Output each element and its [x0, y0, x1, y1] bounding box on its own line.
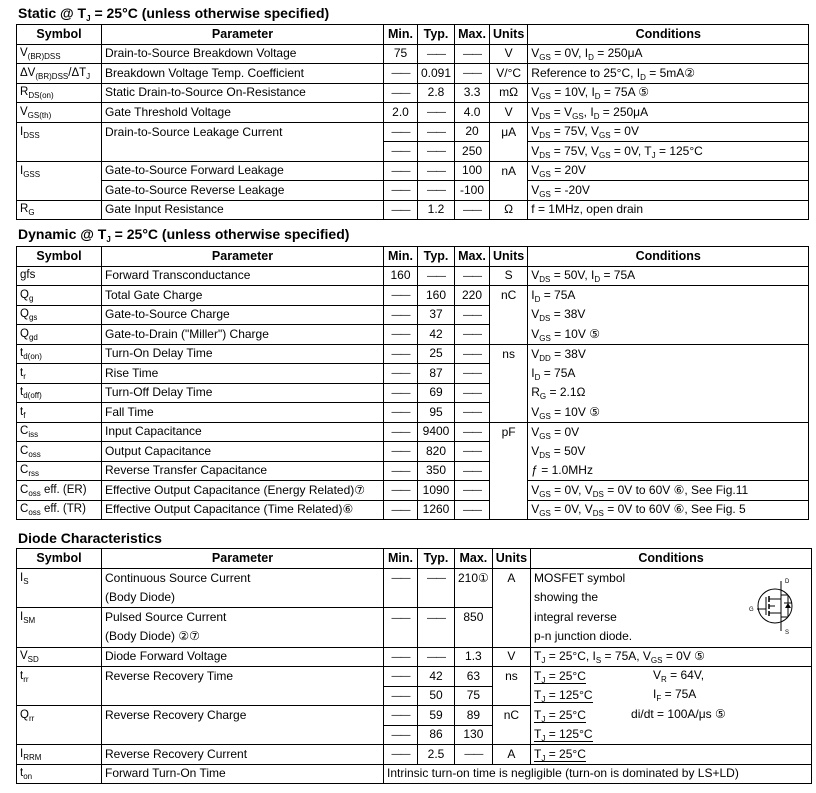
diode-table — [16, 548, 812, 784]
parameter-cell: Reverse Transfer Capacitance — [102, 461, 384, 481]
parameter-cell: Static Drain-to-Source On-Resistance — [102, 83, 384, 103]
max-cell — [455, 745, 493, 765]
max-cell — [455, 364, 490, 384]
conditions-cell: $R_G = 2.1\Omega$ — [528, 383, 809, 403]
parameter-cell: Continuous Source Current — [102, 568, 384, 588]
typ-cell — [418, 161, 455, 181]
table-row — [17, 461, 809, 481]
max-cell — [455, 200, 490, 220]
unit-cell: nC — [492, 706, 530, 726]
table-row — [17, 325, 809, 345]
unit-cell: Ω — [490, 200, 528, 220]
parameter-cell: Gate-to-Source Charge — [102, 305, 384, 325]
table-row — [17, 83, 809, 103]
conditions-cell: ƒ = 1.0MHz — [528, 461, 809, 481]
table-row — [17, 764, 812, 784]
table-row — [17, 481, 809, 501]
max-cell: 210① — [455, 568, 493, 588]
conditions-cell: $V_{DS} = 75V$, $V_{GS} = 0V$ — [528, 122, 809, 142]
header-parameter: Parameter — [102, 247, 384, 267]
parameter-cell: Total Gate Charge — [102, 286, 384, 306]
parameter-cell: Effective Output Capacitance (Energy Related)⑦ — [102, 481, 384, 501]
max-cell: 89 — [455, 706, 493, 726]
conditions-cell: $V_{GS} = 10V$ ⑤ — [528, 403, 809, 423]
max-cell: 1.3 — [455, 647, 493, 667]
parameter-cell: (Body Diode) ②⑦ — [102, 627, 384, 647]
table-row — [17, 161, 809, 181]
max-cell: 100 — [455, 161, 490, 181]
table-row — [17, 745, 812, 765]
header-min: Min. — [384, 25, 418, 45]
max-cell — [455, 266, 490, 286]
typ-cell: 2.5 — [418, 745, 455, 765]
conditions-cell: $V_{GS} = 0V$, $V_{DS} = 0V$ to 60V ⑥, See Fig.11 — [528, 481, 809, 501]
typ-cell: 37 — [418, 305, 455, 325]
conditions-cell: Intrinsic turn-on time is negligible (turn-on is dominated by LS+LD) — [384, 764, 812, 784]
parameter-cell: Turn-On Delay Time — [102, 344, 384, 364]
header-symbol: Symbol — [17, 247, 102, 267]
dynamic-section-title: Dynamic @ $T_J = 25^\circ C$ (unless otherwise specified) — [18, 226, 350, 244]
max-cell — [455, 481, 490, 501]
unit-cell: nA — [490, 161, 528, 181]
unit-cell: V/°C — [490, 64, 528, 84]
max-cell: 75 — [455, 686, 493, 706]
typ-cell: 350 — [418, 461, 455, 481]
unit-cell: pF — [490, 422, 528, 442]
header-typ: Typ. — [418, 247, 455, 267]
symbol-cell: $C_{oss}$ eff. (ER) — [17, 481, 102, 501]
typ-cell: 160 — [418, 286, 455, 306]
min-cell — [384, 83, 418, 103]
table-row — [17, 142, 809, 162]
table-row — [17, 181, 809, 201]
table-row — [17, 500, 809, 520]
symbol-cell: $Q_g$ — [17, 286, 102, 306]
header-max: Max. — [455, 549, 493, 569]
table-row — [17, 706, 812, 726]
parameter-cell: Reverse Recovery Time — [102, 667, 384, 687]
symbol-cell: $t_{d(off)}$ — [17, 383, 102, 403]
min-cell — [384, 181, 418, 201]
unit-cell: ns — [492, 667, 530, 687]
min-cell: 2.0 — [384, 103, 418, 123]
max-cell: -100 — [455, 181, 490, 201]
min-cell — [384, 122, 418, 142]
symbol-cell: $\Delta V_{(BR)DSS}/\Delta T_J$ — [17, 64, 102, 84]
symbol-cell: $R_G$ — [17, 200, 102, 220]
symbol-cell: $V_{SD}$ — [17, 647, 102, 667]
header-typ: Typ. — [418, 549, 455, 569]
parameter-cell: Drain-to-Source Breakdown Voltage — [102, 44, 384, 64]
conditions-cell: $V_{GS} = 0V$, $V_{DS} = 0V$ to 60V ⑥, See Fig. 5 — [528, 500, 809, 520]
table-row — [17, 686, 812, 706]
typ-cell — [418, 103, 455, 123]
symbol-cell: $C_{iss}$ — [17, 422, 102, 442]
table-row — [17, 344, 809, 364]
header-min: Min. — [384, 247, 418, 267]
symbol-cell: $I_S$ — [17, 568, 102, 588]
unit-cell: V — [490, 44, 528, 64]
min-cell: 75 — [384, 44, 418, 64]
drain-label: D — [785, 578, 790, 585]
conditions-cell: $I_D = 75A$ — [528, 286, 809, 306]
header-conditions: Conditions — [531, 549, 812, 569]
header-units: Units — [490, 247, 528, 267]
max-cell: 130 — [455, 725, 493, 745]
typ-cell: 59 — [418, 706, 455, 726]
parameter-cell: Effective Output Capacitance (Time Related)⑥ — [102, 500, 384, 520]
min-cell — [384, 461, 418, 481]
unit-cell: A — [492, 568, 530, 588]
mosfet-symbol-conditions: MOSFET symbol showing the integral reverse p-n junction diode. D G S — [531, 568, 812, 647]
unit-cell: μA — [490, 122, 528, 142]
min-cell — [384, 142, 418, 162]
header-max: Max. — [455, 25, 490, 45]
unit-cell: S — [490, 266, 528, 286]
typ-cell: 42 — [418, 325, 455, 345]
parameter-cell: Turn-Off Delay Time — [102, 383, 384, 403]
parameter-cell: Gate Input Resistance — [102, 200, 384, 220]
static-section-title: Static @ $T_J = 25^\circ C$ (unless otherwise specified) — [18, 5, 330, 23]
parameter-cell: Input Capacitance — [102, 422, 384, 442]
max-cell — [455, 64, 490, 84]
unit-cell: V — [492, 647, 530, 667]
header-conditions: Conditions — [528, 247, 809, 267]
typ-cell: 25 — [418, 344, 455, 364]
max-cell: 20 — [455, 122, 490, 142]
max-cell: 220 — [455, 286, 490, 306]
symbol-cell: $V_{(BR)DSS}$ — [17, 44, 102, 64]
table-row — [17, 122, 809, 142]
conditions-cell: $V_{DS} = 50V$, $I_D = 75A$ — [528, 266, 809, 286]
parameter-cell: Forward Transconductance — [102, 266, 384, 286]
header-min: Min. — [384, 549, 418, 569]
conditions-cell: $V_{GS} = 0V$ — [528, 422, 809, 442]
conditions-cell: $V_{DD} = 38V$ — [528, 344, 809, 364]
max-cell: 850 — [455, 608, 493, 628]
max-cell — [455, 383, 490, 403]
parameter-cell: Breakdown Voltage Temp. Coefficient — [102, 64, 384, 84]
max-cell — [455, 403, 490, 423]
parameter-cell: Reverse Recovery Current — [102, 745, 384, 765]
min-cell — [384, 500, 418, 520]
parameter-cell: Gate-to-Source Reverse Leakage — [102, 181, 384, 201]
conditions-cell: $V_{GS} = 10V$, $I_D = 75A$ ⑤ — [528, 83, 809, 103]
table-row — [17, 44, 809, 64]
table-row — [17, 103, 809, 123]
parameter-cell: Gate Threshold Voltage — [102, 103, 384, 123]
table-row — [17, 647, 812, 667]
typ-cell: 42 — [418, 667, 455, 687]
source-label: S — [785, 629, 790, 636]
symbol-cell: $t_{d(on)}$ — [17, 344, 102, 364]
header-parameter: Parameter — [102, 549, 384, 569]
min-cell — [384, 442, 418, 462]
unit-cell: ns — [490, 344, 528, 364]
symbol-cell: $I_{RRM}$ — [17, 745, 102, 765]
min-cell — [384, 383, 418, 403]
typ-cell: 0.091 — [418, 64, 455, 84]
mosfet-symbol-icon — [745, 575, 803, 637]
min-cell — [384, 706, 418, 726]
min-cell — [384, 286, 418, 306]
typ-cell: 1.2 — [418, 200, 455, 220]
max-cell: 63 — [455, 667, 493, 687]
min-cell — [384, 403, 418, 423]
max-cell — [455, 344, 490, 364]
parameter-cell: Forward Turn-On Time — [102, 764, 384, 784]
parameter-cell: Diode Forward Voltage — [102, 647, 384, 667]
parameter-cell: (Body Diode) — [102, 588, 384, 608]
table-row — [17, 568, 812, 588]
conditions-cell: $I_D = 75A$ — [528, 364, 809, 384]
typ-cell — [418, 181, 455, 201]
conditions-cell: $V_{GS} = -20V$ — [528, 181, 809, 201]
typ-cell — [418, 568, 455, 588]
max-cell — [455, 500, 490, 520]
min-cell — [384, 481, 418, 501]
min-cell — [384, 325, 418, 345]
max-cell — [455, 305, 490, 325]
diode-section-title: Diode Characteristics — [18, 530, 162, 546]
conditions-cell: $T_J = 25^\circ C$ di/dt = 100A/μs ⑤ — [531, 706, 812, 726]
parameter-cell: Output Capacitance — [102, 442, 384, 462]
typ-cell — [418, 142, 455, 162]
dynamic-table — [16, 246, 809, 520]
table-row — [17, 266, 809, 286]
typ-cell: 95 — [418, 403, 455, 423]
max-cell — [455, 442, 490, 462]
header-max: Max. — [455, 247, 490, 267]
parameter-cell: Fall Time — [102, 403, 384, 423]
max-cell — [455, 44, 490, 64]
parameter-cell: Gate-to-Source Forward Leakage — [102, 161, 384, 181]
min-cell — [384, 647, 418, 667]
unit-cell: mΩ — [490, 83, 528, 103]
table-row — [17, 200, 809, 220]
max-cell: 250 — [455, 142, 490, 162]
conditions-cell: f = 1MHz, open drain — [528, 200, 809, 220]
parameter-cell: Gate-to-Drain ("Miller") Charge — [102, 325, 384, 345]
conditions-cell: $T_J = 125^\circ C$ $I_F = 75A$ — [531, 686, 812, 706]
min-cell — [384, 667, 418, 687]
typ-cell: 69 — [418, 383, 455, 403]
min-cell — [384, 608, 418, 628]
conditions-cell: $V_{GS} = 0V$, $I_D = 250\mu A$ — [528, 44, 809, 64]
min-cell — [384, 568, 418, 588]
min-cell — [384, 344, 418, 364]
conditions-cell: $T_J = 125^\circ C$ — [531, 725, 812, 745]
max-cell — [455, 325, 490, 345]
min-cell — [384, 745, 418, 765]
symbol-cell: $Q_{rr}$ — [17, 706, 102, 726]
header-symbol: Symbol — [17, 549, 102, 569]
unit-cell: A — [492, 745, 530, 765]
table-row — [17, 403, 809, 423]
min-cell — [384, 200, 418, 220]
typ-cell: 2.8 — [418, 83, 455, 103]
max-cell — [455, 422, 490, 442]
symbol-cell: $I_{GSS}$ — [17, 161, 102, 181]
max-cell: 4.0 — [455, 103, 490, 123]
conditions-cell: $V_{DS} = 38V$ — [528, 305, 809, 325]
typ-cell: 86 — [418, 725, 455, 745]
table-header-row — [17, 247, 809, 267]
min-cell — [384, 686, 418, 706]
typ-cell — [418, 44, 455, 64]
symbol-cell: $C_{oss}$ eff. (TR) — [17, 500, 102, 520]
typ-cell: 820 — [418, 442, 455, 462]
typ-cell — [418, 647, 455, 667]
typ-cell — [418, 122, 455, 142]
parameter-cell: Reverse Recovery Charge — [102, 706, 384, 726]
max-cell: 3.3 — [455, 83, 490, 103]
table-row — [17, 305, 809, 325]
unit-cell: nC — [490, 286, 528, 306]
min-cell — [384, 364, 418, 384]
symbol-cell: $t_f$ — [17, 403, 102, 423]
symbol-cell: $Q_{gs}$ — [17, 305, 102, 325]
typ-cell: 9400 — [418, 422, 455, 442]
conditions-cell: $V_{DS} = 50V$ — [528, 442, 809, 462]
header-conditions: Conditions — [528, 25, 809, 45]
typ-cell: 87 — [418, 364, 455, 384]
min-cell — [384, 422, 418, 442]
typ-cell — [418, 608, 455, 628]
parameter-cell: Drain-to-Source Leakage Current — [102, 122, 384, 142]
symbol-cell: $Q_{gd}$ — [17, 325, 102, 345]
conditions-cell: $T_J = 25^\circ C$ $V_R = 64V$, — [531, 667, 812, 687]
table-row — [17, 286, 809, 306]
parameter-cell: Pulsed Source Current — [102, 608, 384, 628]
table-header-row — [17, 549, 812, 569]
min-cell — [384, 64, 418, 84]
typ-cell: 1090 — [418, 481, 455, 501]
typ-cell: 50 — [418, 686, 455, 706]
header-parameter: Parameter — [102, 25, 384, 45]
conditions-cell: $T_J = 25^\circ C$ — [531, 745, 812, 765]
symbol-cell: $C_{rss}$ — [17, 461, 102, 481]
max-cell — [455, 461, 490, 481]
table-row — [17, 725, 812, 745]
symbol-cell: $t_{on}$ — [17, 764, 102, 784]
table-row — [17, 64, 809, 84]
symbol-cell: $V_{GS(th)}$ — [17, 103, 102, 123]
typ-cell: 1260 — [418, 500, 455, 520]
table-row — [17, 422, 809, 442]
conditions-cell: $V_{DS} = 75V$, $V_{GS} = 0V$, $T_J = 125^\circ C$ — [528, 142, 809, 162]
header-typ: Typ. — [418, 25, 455, 45]
conditions-cell: $T_J = 25^\circ C$, $I_S = 75A$, $V_{GS} = 0V$ ⑤ — [531, 647, 812, 667]
symbol-cell: gfs — [17, 266, 102, 286]
header-units: Units — [490, 25, 528, 45]
typ-cell — [418, 266, 455, 286]
conditions-cell: Reference to 25°C, $I_D$ = 5mA② — [528, 64, 809, 84]
conditions-cell: $V_{GS} = 10V$ ⑤ — [528, 325, 809, 345]
static-table — [16, 24, 809, 220]
symbol-cell: $R_{DS(on)}$ — [17, 83, 102, 103]
parameter-cell: Rise Time — [102, 364, 384, 384]
table-row — [17, 442, 809, 462]
table-header-row — [17, 25, 809, 45]
min-cell — [384, 725, 418, 745]
symbol-cell: $I_{SM}$ — [17, 608, 102, 628]
header-units: Units — [492, 549, 530, 569]
symbol-cell: $I_{DSS}$ — [17, 122, 102, 142]
header-symbol: Symbol — [17, 25, 102, 45]
table-row — [17, 383, 809, 403]
symbol-cell: $C_{oss}$ — [17, 442, 102, 462]
symbol-cell: $t_r$ — [17, 364, 102, 384]
min-cell — [384, 305, 418, 325]
min-cell: 160 — [384, 266, 418, 286]
table-row — [17, 364, 809, 384]
conditions-cell: $V_{GS} = 20V$ — [528, 161, 809, 181]
symbol-cell: $t_{rr}$ — [17, 667, 102, 687]
table-row — [17, 667, 812, 687]
conditions-cell: $V_{DS} = V_{GS}$, $I_D = 250\mu A$ — [528, 103, 809, 123]
unit-cell: V — [490, 103, 528, 123]
min-cell — [384, 161, 418, 181]
gate-label: G — [749, 606, 754, 613]
